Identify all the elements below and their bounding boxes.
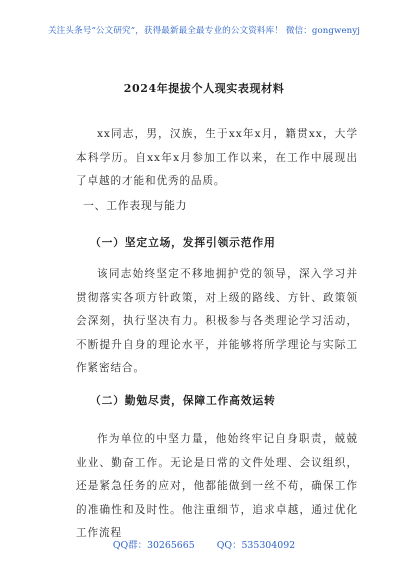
- subsection-heading-diligence: （二）勤勉尽责，保障工作高效运转: [90, 394, 276, 407]
- subsection-paragraph-firm-stance: 该同志始终坚定不移地拥护党的领导，深入学习并贯彻落实各项方针政策，对上级的路线、方针、政策领会深刻，执行坚决有力。积极参与各类理论学习活动，不断提升自身的理论水平，并能够将所学理论与实际工作紧密结合。: [76, 268, 358, 374]
- intro-paragraph: xx同志，男，汉族，生于xx年x月，籍贯xx，大学本科学历。自xx年x月参加工作以来，在工作中展现出了卓越的才能和优秀的品质。: [76, 128, 358, 187]
- section-heading-work-performance: 一、工作表现与能力: [83, 199, 188, 212]
- subsection-paragraph-diligence: 作为单位的中坚力量，他始终牢记自身职责，兢兢业业、勤奋工作。无论是日常的文件处理、会议组织，还是紧急任务的应对，他都能做到一丝不苟，确保工作的准确性和及时性。他注重细节，追求卓越，通过优化工作流程: [76, 433, 358, 539]
- contact-footer: [0, 537, 408, 551]
- qq-group-number: QQ群：30265665: [112, 540, 195, 551]
- subsection-heading-firm-stance: （一）坚定立场，发挥引领示范作用: [90, 236, 276, 249]
- document-title: 2024年提拔个人现实表现材料: [123, 82, 285, 95]
- promo-header: 关注头条号“公文研究”，获得最新最全最专业的公文资料库！ 微信：gongwenyj: [47, 26, 361, 36]
- qq-number: QQ：535304092: [216, 540, 296, 551]
